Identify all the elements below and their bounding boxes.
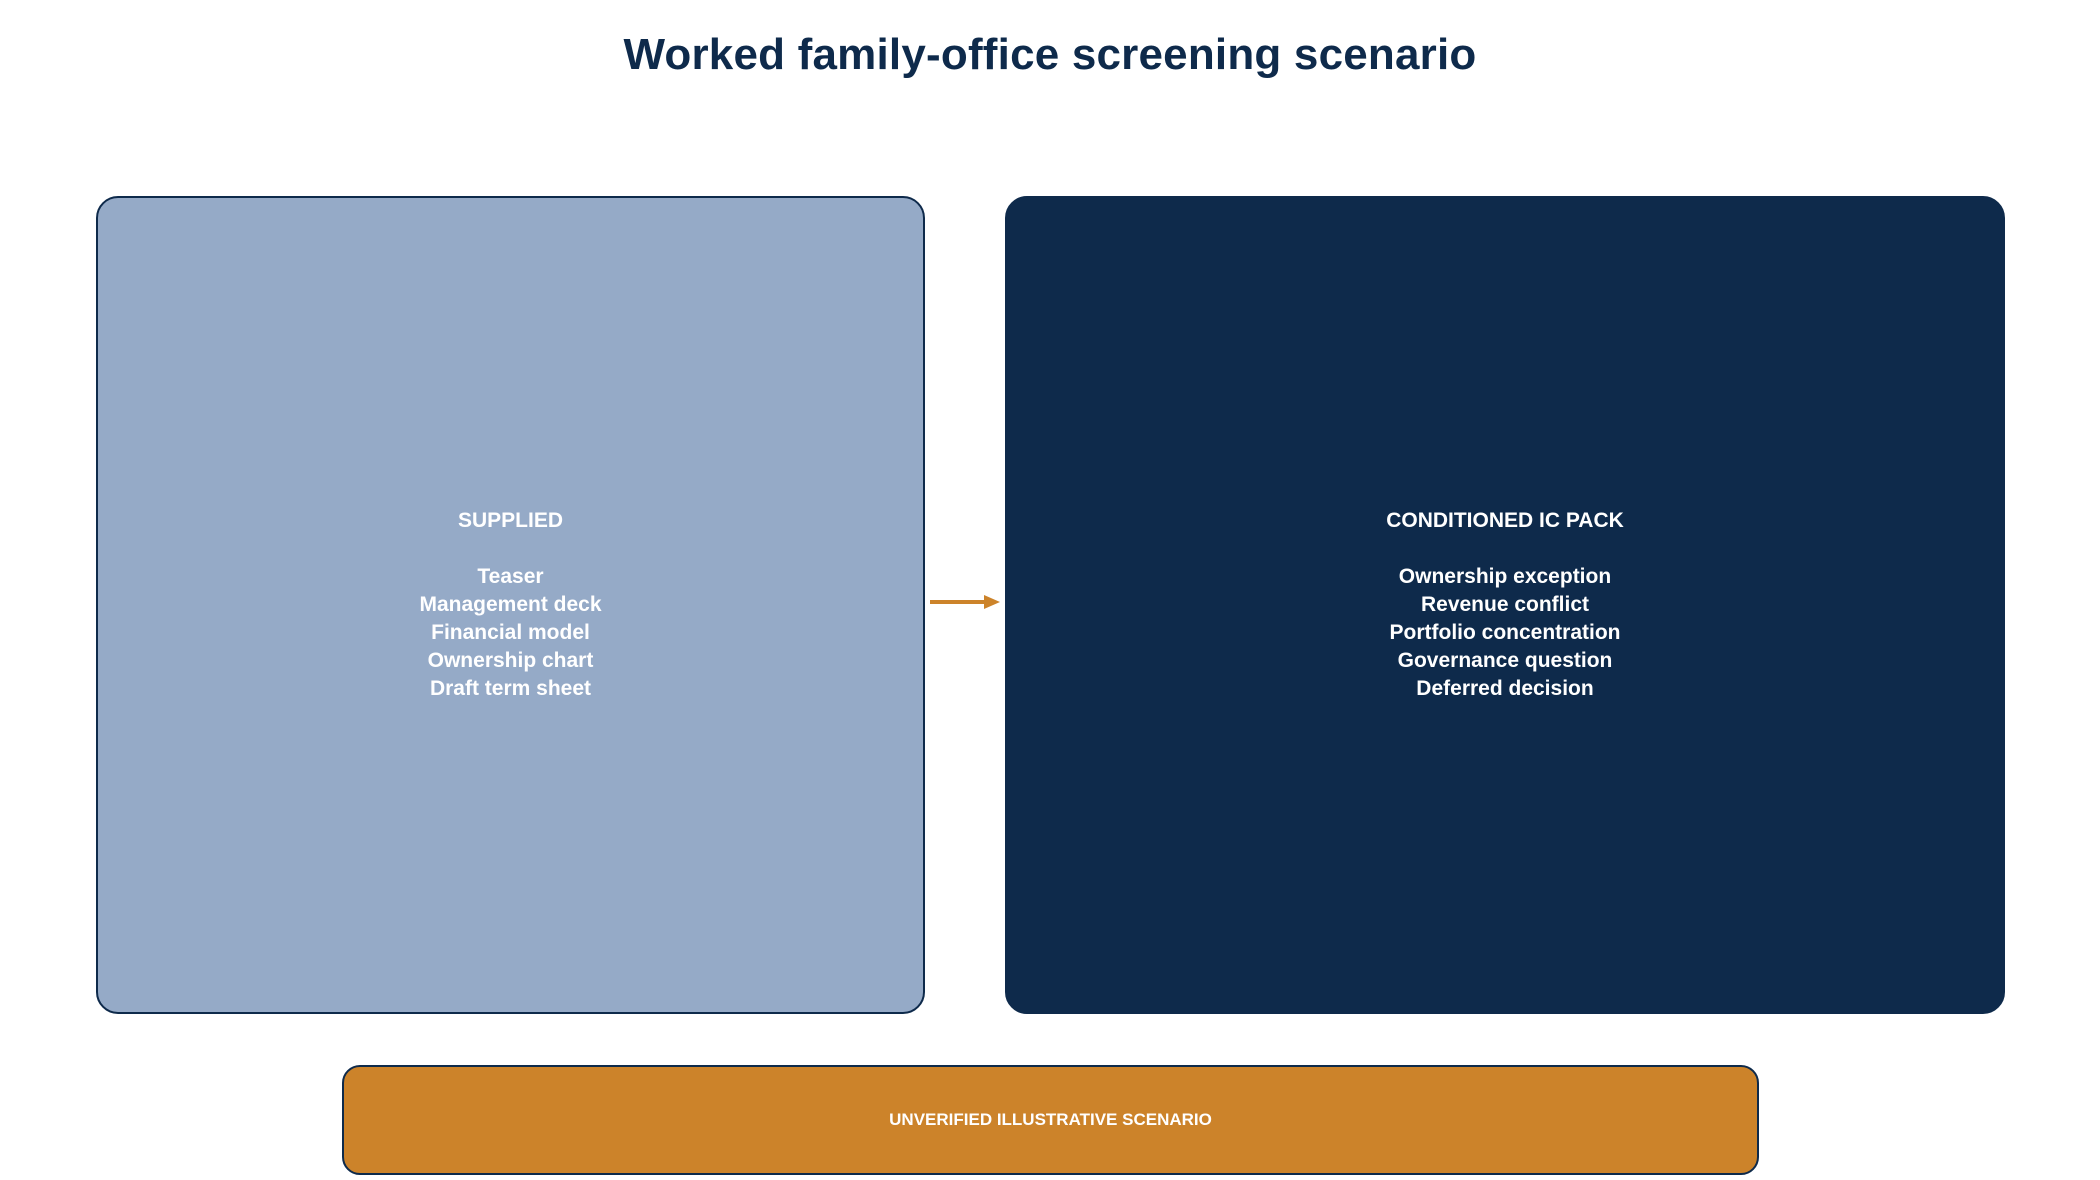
- conditioned-item-governance-question: Governance question: [1397, 649, 1613, 672]
- conditioned-item-ownership-exception: Ownership exception: [1398, 565, 1612, 588]
- supplied-item-teaser: Teaser: [477, 565, 544, 588]
- conditioned-item-revenue-conflict: Revenue conflict: [1420, 593, 1590, 616]
- conditioned-item-deferred-decision: Deferred decision: [1416, 677, 1594, 700]
- supplied-item-financial-model: Financial model: [431, 621, 590, 644]
- scenario-banner-label: UNVERIFIED ILLUSTRATIVE SCENARIO: [889, 1110, 1212, 1129]
- supplied-item-management-deck: Management deck: [419, 593, 602, 616]
- conditioned-item-portfolio-concentration: Portfolio concentration: [1389, 621, 1621, 644]
- scenario-banner: [342, 1065, 1759, 1175]
- supplied-item-draft-term-sheet: Draft term sheet: [429, 677, 592, 700]
- supplied-panel: [96, 196, 925, 1014]
- conditioned-ic-pack-panel: [1005, 196, 2005, 1014]
- conditioned-list: [1390, 563, 1621, 703]
- conditioned-heading: CONDITIONED IC PACK: [1386, 509, 1624, 532]
- supplied-item-ownership-chart: Ownership chart: [427, 649, 594, 672]
- supplied-heading: SUPPLIED: [457, 509, 564, 532]
- flow-arrow-icon: [928, 590, 1002, 614]
- page-title: Worked family-office screening scenario: [623, 30, 1477, 79]
- supplied-list: [419, 563, 601, 703]
